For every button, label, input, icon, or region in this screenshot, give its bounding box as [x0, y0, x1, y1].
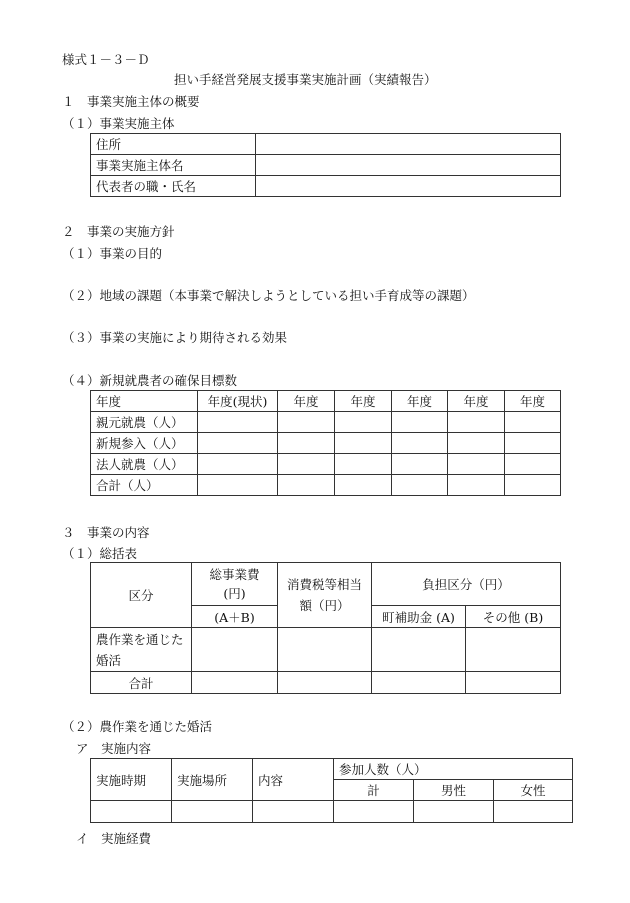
target-header-year: 年度 [91, 391, 198, 412]
target-header-current: 年度(現状) [198, 391, 278, 412]
entity-value-address [256, 134, 561, 155]
summary-header-total: 総事業費 (円) [192, 563, 278, 606]
summary-row-total: 合計 [91, 672, 192, 694]
summary-header-other: その他 (B) [466, 606, 561, 628]
section-3-sub-1: （１）総括表 [62, 546, 138, 561]
section-2-heading: ２ 事業の実施方針 [62, 224, 175, 239]
summary-header-tax: 消費税等相当額（円） [278, 563, 372, 628]
target-row-label: 親元就農（人） [91, 412, 198, 433]
summary-header-burden: 負担区分（円） [372, 563, 561, 606]
implementation-table [90, 758, 573, 823]
summary-header-total-sub: (A＋B) [192, 606, 278, 628]
entity-label-representative: 代表者の職・氏名 [91, 176, 256, 197]
section-2-sub-2: （２）地域の課題（本事業で解決しようとしている担い手育成等の課題） [62, 288, 475, 303]
section-1-heading: １ 事業実施主体の概要 [62, 94, 200, 109]
section-3-i-heading: イ 実施経費 [76, 831, 152, 846]
document-title: 担い手経営発展支援事業実施計画（実績報告） [174, 72, 437, 87]
table-row [91, 433, 561, 454]
target-header-year-4: 年度 [392, 391, 448, 412]
impl-header-period: 実施時期 [91, 759, 172, 801]
target-table [90, 390, 561, 496]
section-3-a-heading: ア 実施内容 [76, 741, 152, 756]
summary-header-town: 町補助金 (A) [372, 606, 466, 628]
summary-table [90, 562, 561, 694]
target-header-year-3: 年度 [335, 391, 392, 412]
entity-value-representative [256, 176, 561, 197]
summary-row-konkatsu: 農作業を通じた婚活 [91, 628, 192, 672]
summary-header-kubun: 区分 [91, 563, 192, 628]
section-2-sub-1: （１）事業の目的 [62, 246, 163, 261]
table-row [91, 454, 561, 475]
impl-header-female: 女性 [494, 780, 573, 801]
target-header-year-6: 年度 [505, 391, 561, 412]
target-header-year-5: 年度 [448, 391, 505, 412]
table-row [91, 801, 573, 823]
table-row [91, 412, 561, 433]
section-2-sub-3: （３）事業の実施により期待される効果 [62, 330, 288, 345]
form-number: 様式１－３－Ｄ [62, 52, 150, 67]
section-3-heading: ３ 事業の内容 [62, 525, 150, 540]
section-1-sub-1: （１）事業実施主体 [62, 116, 175, 131]
target-row-label: 法人就農（人） [91, 454, 198, 475]
entity-table [90, 133, 561, 197]
entity-value-name [256, 155, 561, 176]
section-3-sub-2: （２）農作業を通じた婚活 [62, 719, 213, 734]
section-2-sub-4: （４）新規就農者の確保目標数 [62, 373, 238, 388]
entity-label-name: 事業実施主体名 [91, 155, 256, 176]
impl-header-place: 実施場所 [172, 759, 253, 801]
table-row [91, 475, 561, 496]
impl-header-participants: 参加人数（人） [334, 759, 573, 780]
impl-header-male: 男性 [414, 780, 494, 801]
table-row [91, 672, 561, 694]
target-row-label: 合計（人） [91, 475, 198, 496]
impl-header-total: 計 [334, 780, 414, 801]
target-header-year-2: 年度 [278, 391, 335, 412]
impl-header-content: 内容 [253, 759, 334, 801]
table-row [91, 628, 561, 672]
entity-label-address: 住所 [91, 134, 256, 155]
target-row-label: 新規参入（人） [91, 433, 198, 454]
